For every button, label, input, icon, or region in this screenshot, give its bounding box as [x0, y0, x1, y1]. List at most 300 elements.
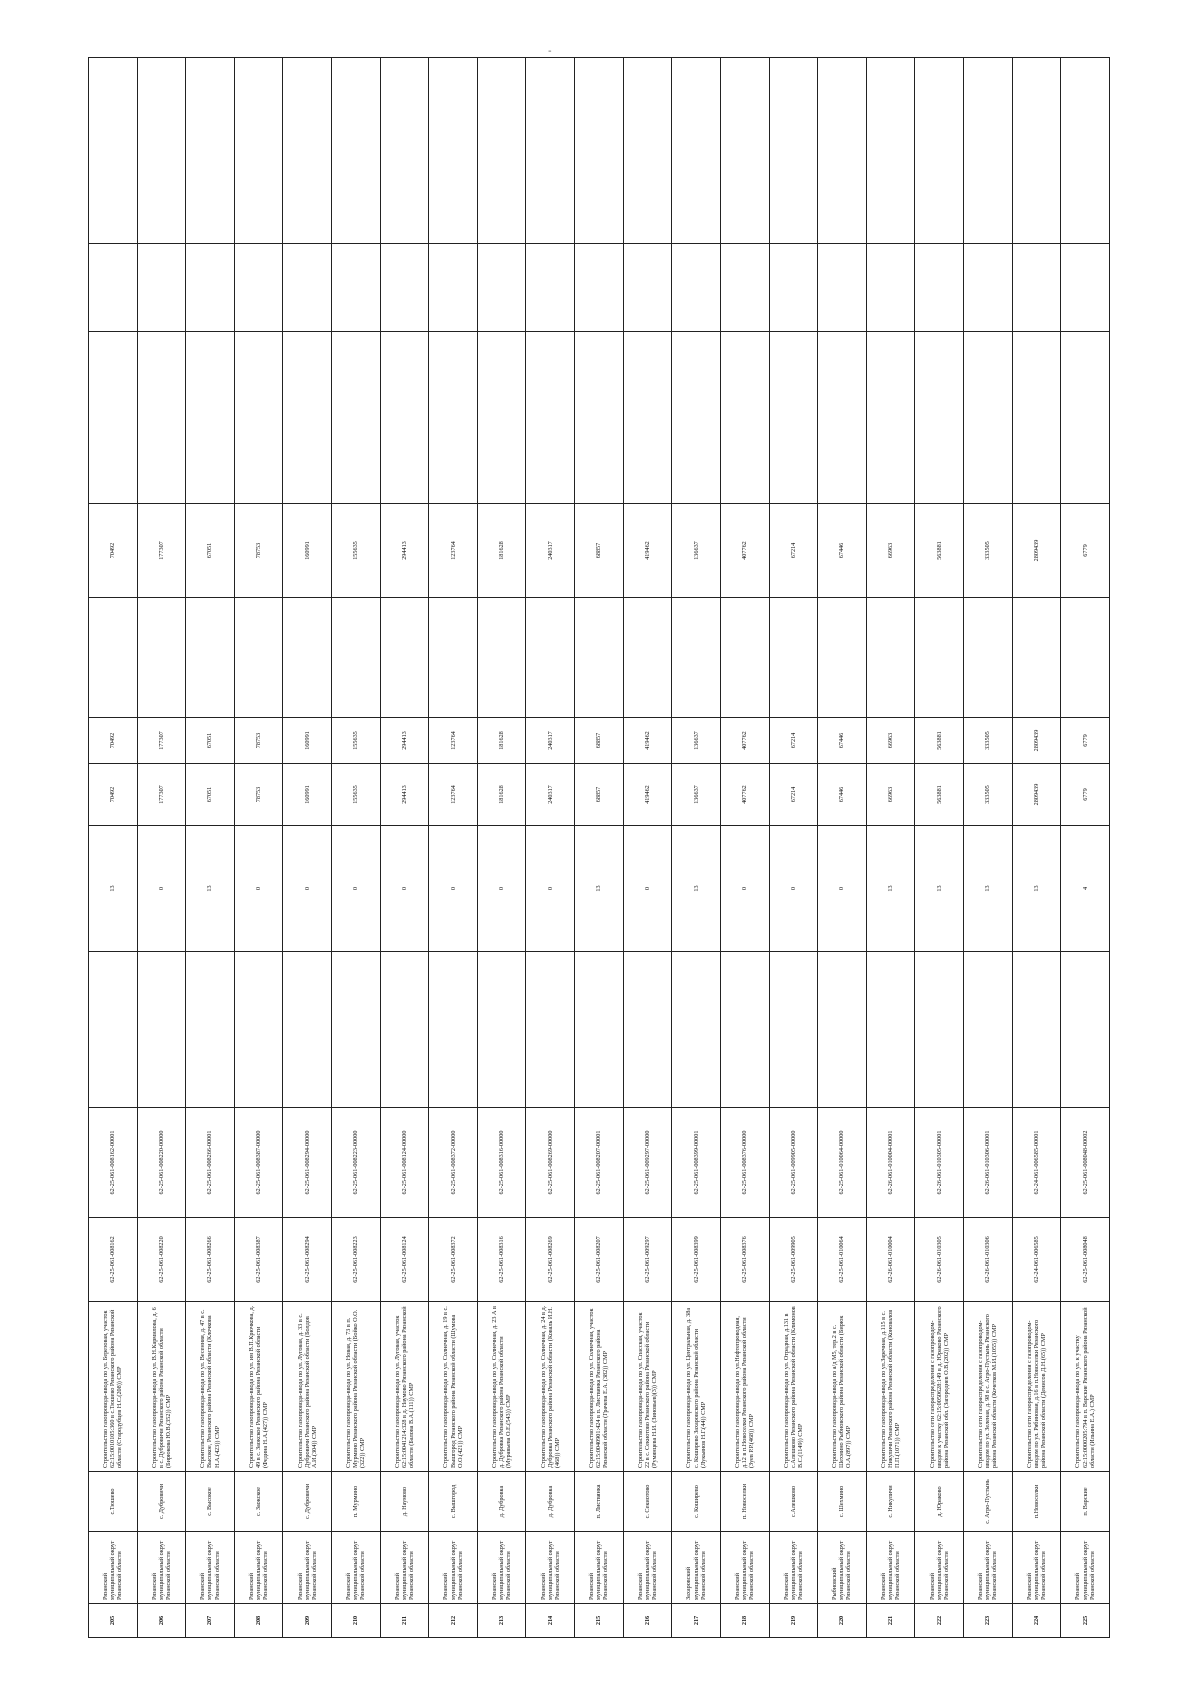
cell-cost-a: 407762	[720, 718, 769, 764]
cell-cost-total: 563881	[915, 764, 964, 826]
cell-empty	[672, 244, 721, 332]
cell-cost-total: 68857	[575, 764, 624, 826]
cell-cost-c: 177307	[137, 504, 186, 598]
cell-empty	[234, 58, 283, 244]
cell-description: Строительство газопровода-ввода по ул. им В.П.Крючкова, д. 49 в с. Заокское Рязанского района Рязанской области (Федина Н.А.(427)) СМР	[234, 1302, 283, 1472]
cell-row-number: 221	[866, 1604, 915, 1638]
cell-row-number: 224	[1012, 1604, 1061, 1638]
table-row	[623, 58, 672, 1638]
cell-empty	[234, 332, 283, 504]
cell-project-number: 62-25-061-008223-00000	[332, 1108, 381, 1218]
cell-empty	[477, 58, 526, 244]
cell-cost-c: 67051	[186, 504, 235, 598]
cell-municipality: Рязанский муниципальный округ Рязанской области	[89, 1532, 138, 1604]
cell-empty	[526, 332, 575, 504]
cell-cost-c: 123764	[429, 504, 478, 598]
cell-empty	[818, 244, 867, 332]
cell-project-number: 62-25-061-008220-00000	[137, 1108, 186, 1218]
cell-description: Строительство газопровода-ввода по ул. Солнечная, д. 23 А в д. Дубровка Рязанского района Рязанской области (Муравьева О.Е.(543)) СМР	[477, 1302, 526, 1472]
cell-municipality: Рязанский муниципальный округ Рязанской области	[769, 1532, 818, 1604]
cell-cost-c: 78753	[234, 504, 283, 598]
cell-empty	[915, 952, 964, 1108]
cell-description: Строительство газопровода-ввода по ул. Солнечная, д. 24 в д. Дубровка Рязанского района Рязанской области (Коваль И.Н.(468)) СМР	[526, 1302, 575, 1472]
cell-locality: п.Новоселки	[1012, 1472, 1061, 1532]
cell-cost-total: 78753	[234, 764, 283, 826]
cell-locality: с. Заокское	[234, 1472, 283, 1532]
cell-cost-c: 2809439	[1012, 504, 1061, 598]
cell-project-number: 62-25-061-008162-00001	[89, 1108, 138, 1218]
cell-cost-total: 66963	[866, 764, 915, 826]
cell-cost-b	[89, 598, 138, 718]
cell-cost-b	[963, 598, 1012, 718]
cell-order-number: 62-25-061-008316	[477, 1218, 526, 1302]
cell-row-number: 206	[137, 1604, 186, 1638]
cell-municipality: Рязанский муниципальный округ Рязанской области	[332, 1532, 381, 1604]
cell-power: 0	[477, 826, 526, 952]
cell-description: Строительство газопровода-ввода по ул. Луговая, д. 33 в с. Дубровичи Рязанского района Рязанской области (Болдов А.И.(304)) СМР	[283, 1302, 332, 1472]
cell-row-number: 209	[283, 1604, 332, 1638]
cell-cost-c: 136637	[672, 504, 721, 598]
cell-cost-c: 67446	[818, 504, 867, 598]
cell-empty	[915, 244, 964, 332]
cell-row-number: 211	[380, 1604, 429, 1638]
cell-order-number: 62-25-061-008207	[575, 1218, 624, 1302]
cell-order-number: 62-25-061-008124	[380, 1218, 429, 1302]
cell-cost-c: 240317	[526, 504, 575, 598]
cell-description: Строительство сети газораспределения с газопроводом-вводом по ул. Зеленая, д. 98 в с. Агро-Пустынь Рязанского района Рязанской области (Кочетков М.И.(1055)) СМР	[963, 1302, 1012, 1472]
cell-empty	[866, 952, 915, 1108]
cell-order-number: 62-26-061-010004	[866, 1218, 915, 1302]
table-body	[89, 58, 1110, 1638]
table-row	[283, 58, 332, 1638]
cell-cost-a: 563881	[915, 718, 964, 764]
cell-cost-a: 2809439	[1012, 718, 1061, 764]
cell-project-number: 62-25-061-008372-00000	[429, 1108, 478, 1218]
cell-municipality: Рязанский муниципальный округ Рязанской области	[720, 1532, 769, 1604]
cell-municipality: Рязанский муниципальный округ Рязанской области	[429, 1532, 478, 1604]
cell-cost-total: 67051	[186, 764, 235, 826]
cell-municipality: Рязанский муниципальный округ Рязанской области	[623, 1532, 672, 1604]
cell-municipality: Рязанский муниципальный округ Рязанской области	[380, 1532, 429, 1604]
cell-empty	[575, 332, 624, 504]
cell-cost-total: 67214	[769, 764, 818, 826]
cell-empty	[1012, 332, 1061, 504]
cell-empty	[963, 952, 1012, 1108]
cell-empty	[283, 332, 332, 504]
cell-empty	[89, 58, 138, 244]
cell-power: 0	[234, 826, 283, 952]
cell-empty	[1061, 244, 1110, 332]
table-row	[818, 58, 867, 1638]
cell-empty	[234, 244, 283, 332]
cell-empty	[137, 332, 186, 504]
cell-empty	[429, 244, 478, 332]
cell-cost-b	[769, 598, 818, 718]
cell-empty	[720, 952, 769, 1108]
cell-project-number: 62-25-061-008294-00000	[283, 1108, 332, 1218]
cell-empty	[963, 58, 1012, 244]
cell-empty	[332, 952, 381, 1108]
cell-empty	[769, 332, 818, 504]
cell-power: 0	[720, 826, 769, 952]
cell-power: 0	[137, 826, 186, 952]
cell-empty	[283, 58, 332, 244]
table-row	[720, 58, 769, 1638]
cell-cost-b	[332, 598, 381, 718]
cell-power: 13	[866, 826, 915, 952]
cell-empty	[623, 58, 672, 244]
cell-cost-total: 70492	[89, 764, 138, 826]
cell-cost-c: 160991	[283, 504, 332, 598]
cell-cost-b	[575, 598, 624, 718]
cell-municipality: Рязанский муниципальный округ Рязанской области	[915, 1532, 964, 1604]
cell-power: 0	[380, 826, 429, 952]
cell-cost-b	[283, 598, 332, 718]
cell-empty	[818, 332, 867, 504]
cell-cost-total: 177307	[137, 764, 186, 826]
cell-cost-b	[186, 598, 235, 718]
cell-power: 13	[186, 826, 235, 952]
table-row	[672, 58, 721, 1638]
cell-municipality: Рязанский муниципальный округ Рязанской области	[477, 1532, 526, 1604]
cell-order-number: 62-25-061-008162	[89, 1218, 138, 1302]
cell-empty	[623, 244, 672, 332]
cell-cost-total: 155635	[332, 764, 381, 826]
cell-cost-b	[1061, 598, 1110, 718]
cell-empty	[89, 952, 138, 1108]
cell-order-number: 62-25-061-008220	[137, 1218, 186, 1302]
table-row	[89, 58, 138, 1638]
cell-empty	[818, 58, 867, 244]
cell-cost-c: 70492	[89, 504, 138, 598]
cell-cost-c: 6779	[1061, 504, 1110, 598]
cell-cost-b	[623, 598, 672, 718]
cell-order-number: 62-25-061-008269	[526, 1218, 575, 1302]
cell-empty	[720, 244, 769, 332]
cell-empty	[380, 244, 429, 332]
table-row	[575, 58, 624, 1638]
cell-municipality: Рязанский муниципальный округ Рязанской области	[283, 1532, 332, 1604]
cell-cost-b	[866, 598, 915, 718]
cell-locality: с.Тюшево	[89, 1472, 138, 1532]
cell-description: Строительство газопровода-ввода по ул. Новая, д. 73 в п. Мурмино Рязанского района Рязанской области (Бойко О.О.(322)) СМР	[332, 1302, 381, 1472]
cell-project-number: 62-25-061-008124-00000	[380, 1108, 429, 1218]
cell-cost-c: 333505	[963, 504, 1012, 598]
cell-cost-total: 67446	[818, 764, 867, 826]
cell-empty	[720, 332, 769, 504]
cell-empty	[672, 952, 721, 1108]
cell-row-number: 216	[623, 1604, 672, 1638]
cell-order-number: 62-25-061-008387	[234, 1218, 283, 1302]
cell-row-number: 223	[963, 1604, 1012, 1638]
cell-empty	[1061, 952, 1110, 1108]
cell-municipality: Рязанский муниципальный округ Рязанской области	[1012, 1532, 1061, 1604]
cell-cost-a: 419462	[623, 718, 672, 764]
cell-project-number: 62-25-061-008376-00000	[720, 1108, 769, 1218]
cell-order-number: 62-25-061-008048	[1061, 1218, 1110, 1302]
cell-cost-c: 68857	[575, 504, 624, 598]
cell-cost-c: 407762	[720, 504, 769, 598]
cell-empty	[429, 952, 478, 1108]
cell-description: Строительство газопровода-ввода по ул. Отрадная, д.131 в с.Алешково Рязанского района Рязанской области (Климонов В.С.(1149)) СМР	[769, 1302, 818, 1472]
cell-locality: д. Наумово	[380, 1472, 429, 1532]
cell-power: 0	[769, 826, 818, 952]
cell-empty	[477, 244, 526, 332]
cell-empty	[1061, 58, 1110, 244]
cell-empty	[137, 952, 186, 1108]
cell-project-number: 62-25-061-010064-00000	[818, 1108, 867, 1218]
cell-empty	[186, 952, 235, 1108]
cell-cost-total: 333505	[963, 764, 1012, 826]
cell-project-number: 62-25-061-008269-00000	[526, 1108, 575, 1218]
table-row	[963, 58, 1012, 1638]
cell-empty	[332, 332, 381, 504]
cell-empty	[915, 58, 964, 244]
cell-empty	[332, 244, 381, 332]
cell-cost-total: 123764	[429, 764, 478, 826]
cell-cost-b	[720, 598, 769, 718]
cell-project-number: 62-25-061-008316-00000	[477, 1108, 526, 1218]
cell-description: Строительство газопровода-ввода по ул. Солнечная, д. 19 в с. Вышгород Рязанского района Рязанской области (Шумова О.О.(421)) СМР	[429, 1302, 478, 1472]
cell-power: 13	[89, 826, 138, 952]
cell-locality: д. Дубровка	[526, 1472, 575, 1532]
cell-cost-a: 160991	[283, 718, 332, 764]
cell-row-number: 217	[672, 1604, 721, 1638]
cell-cost-c: 66963	[866, 504, 915, 598]
cell-cost-b	[915, 598, 964, 718]
cell-power: 0	[429, 826, 478, 952]
cell-project-number: 62-25-061-009297-00000	[623, 1108, 672, 1218]
cell-empty	[380, 332, 429, 504]
cell-order-number: 62-25-061-010064	[818, 1218, 867, 1302]
cell-cost-b	[429, 598, 478, 718]
cell-empty	[429, 58, 478, 244]
cell-cost-b	[234, 598, 283, 718]
cell-power: 13	[963, 826, 1012, 952]
cell-project-number: 62-25-061-008266-00001	[186, 1108, 235, 1218]
cell-empty	[186, 244, 235, 332]
table-row	[526, 58, 575, 1638]
cell-order-number: 62-26-061-010305	[915, 1218, 964, 1302]
cell-municipality: Рязанский муниципальный округ Рязанской области	[866, 1532, 915, 1604]
cell-row-number: 214	[526, 1604, 575, 1638]
cell-order-number: 62-24-061-006585	[1012, 1218, 1061, 1302]
cell-cost-b	[526, 598, 575, 718]
cell-cost-total: 419462	[623, 764, 672, 826]
cell-empty	[380, 58, 429, 244]
cell-municipality: Рязанский муниципальный округ Рязанской области	[526, 1532, 575, 1604]
cell-locality: с. Секиотово	[623, 1472, 672, 1532]
cell-order-number: 62-25-061-009905	[769, 1218, 818, 1302]
cell-project-number: 62-26-061-010305-00001	[915, 1108, 964, 1218]
cell-cost-total: 136637	[672, 764, 721, 826]
cell-project-number: 62-26-061-010004-00001	[866, 1108, 915, 1218]
cell-row-number: 225	[1061, 1604, 1110, 1638]
cell-empty	[672, 58, 721, 244]
cell-locality: с. Высокое	[186, 1472, 235, 1532]
cell-project-number: 62-24-061-006585-00001	[1012, 1108, 1061, 1218]
cell-row-number: 208	[234, 1604, 283, 1638]
table-row	[380, 58, 429, 1638]
cell-municipality: Захаровский муниципальный округ Рязанской области	[672, 1532, 721, 1604]
cell-empty	[89, 332, 138, 504]
table-row	[915, 58, 964, 1638]
cell-row-number: 220	[818, 1604, 867, 1638]
cell-row-number: 207	[186, 1604, 235, 1638]
cell-power: 0	[623, 826, 672, 952]
cell-power: 13	[915, 826, 964, 952]
cell-empty	[332, 58, 381, 244]
cell-order-number: 62-25-061-008376	[720, 1218, 769, 1302]
cell-row-number: 213	[477, 1604, 526, 1638]
cell-empty	[89, 244, 138, 332]
cell-description: Строительство газопровода-ввода по ул. к участку 62:15:0000205:794 в п. Варские Рязанского района Рязанской области (Ильина Е.А.) СМР	[1061, 1302, 1110, 1472]
cell-cost-b	[672, 598, 721, 718]
cell-cost-c: 155635	[332, 504, 381, 598]
cell-empty	[234, 952, 283, 1108]
cell-power: 0	[332, 826, 381, 952]
cell-locality: д. Юраково	[915, 1472, 964, 1532]
cell-empty	[623, 332, 672, 504]
cell-locality: с. Коширево	[672, 1472, 721, 1532]
cell-empty	[1012, 58, 1061, 244]
table-row	[429, 58, 478, 1638]
cell-locality: с. Вышгород	[429, 1472, 478, 1532]
cell-cost-a: 67051	[186, 718, 235, 764]
cell-municipality: Рязанский муниципальный округ Рязанской области	[234, 1532, 283, 1604]
cell-project-number: 62-25-061-008399-00001	[672, 1108, 721, 1218]
cell-empty	[575, 244, 624, 332]
cell-cost-b	[1012, 598, 1061, 718]
cell-empty	[769, 58, 818, 244]
cell-locality: с. Дубровичи	[137, 1472, 186, 1532]
cell-cost-a: 294413	[380, 718, 429, 764]
cell-row-number: 210	[332, 1604, 381, 1638]
table-row	[769, 58, 818, 1638]
cell-cost-c: 563881	[915, 504, 964, 598]
cell-project-number: 62-26-061-010306-00001	[963, 1108, 1012, 1218]
cell-order-number: 62-25-061-009297	[623, 1218, 672, 1302]
cell-row-number: 222	[915, 1604, 964, 1638]
table-row	[866, 58, 915, 1638]
cell-description: Строительство газопровода-ввода по ул. Спасская, участок 22 в с. Секиотово Рязанского района Рязанской области (Румянцева Н.И. (Зиновьев)(3)) СМР	[623, 1302, 672, 1472]
cell-row-number: 212	[429, 1604, 478, 1638]
cell-cost-b	[380, 598, 429, 718]
cell-locality: с. Никуличи	[866, 1472, 915, 1532]
cell-locality: с.Алешково	[769, 1472, 818, 1532]
cell-project-number: 62-25-061-008048-00002	[1061, 1108, 1110, 1218]
cell-municipality: Рязанский муниципальный округ Рязанской области	[137, 1532, 186, 1604]
data-table	[88, 57, 1110, 1638]
cell-empty	[283, 244, 332, 332]
cell-empty	[963, 244, 1012, 332]
cell-power: 0	[818, 826, 867, 952]
cell-locality: д. Дубровка	[477, 1472, 526, 1532]
cell-empty	[769, 244, 818, 332]
cell-power: 13	[672, 826, 721, 952]
cell-project-number: 62-25-061-008387-00000	[234, 1108, 283, 1218]
cell-cost-a: 123764	[429, 718, 478, 764]
cell-locality: с. Шехмино	[818, 1472, 867, 1532]
cell-locality: п. Листвянка	[575, 1472, 624, 1532]
cell-empty	[769, 952, 818, 1108]
cell-row-number: 215	[575, 1604, 624, 1638]
cell-cost-a: 78753	[234, 718, 283, 764]
cell-municipality: Рязанский муниципальный округ Рязанской области	[963, 1532, 1012, 1604]
cell-project-number: 62-25-061-008207-00001	[575, 1108, 624, 1218]
cell-cost-a: 68857	[575, 718, 624, 764]
cell-cost-b	[137, 598, 186, 718]
cell-row-number: 218	[720, 1604, 769, 1638]
cell-empty	[283, 952, 332, 1108]
cell-empty	[818, 952, 867, 1108]
cell-locality: п. Мурмино	[332, 1472, 381, 1532]
table-row	[332, 58, 381, 1638]
cell-description: Строительство газопровода-ввода по ул.Заречная, д.115 в с. Никуличи Рязанского района Рязанской области (Коновалов П.П.(1071)) СМР	[866, 1302, 915, 1472]
cell-power: 0	[526, 826, 575, 952]
cell-order-number: 62-25-061-008294	[283, 1218, 332, 1302]
cell-cost-total: 160991	[283, 764, 332, 826]
cell-cost-a: 177307	[137, 718, 186, 764]
cell-empty	[672, 332, 721, 504]
cell-empty	[526, 58, 575, 244]
cell-cost-a: 70492	[89, 718, 138, 764]
cell-cost-c: 67214	[769, 504, 818, 598]
cell-empty	[575, 952, 624, 1108]
cell-description: Строительство газопровода-ввода по ул. Березовая, участок 62:15:0010105:360 в с.Тюшево Рязанского района Рязанской области (Стародубцев Н.С.(208)) СМР	[89, 1302, 138, 1472]
cell-locality: с. Агро-Пустынь	[963, 1472, 1012, 1532]
cell-empty	[137, 58, 186, 244]
cell-empty	[1012, 952, 1061, 1108]
cell-municipality: Рязанский муниципальный округ Рязанской области	[186, 1532, 235, 1604]
cell-row-number: 205	[89, 1604, 138, 1638]
cell-cost-a: 67214	[769, 718, 818, 764]
cell-cost-a: 181628	[477, 718, 526, 764]
scan-speck: -	[548, 46, 552, 57]
cell-cost-a: 67446	[818, 718, 867, 764]
cell-order-number: 62-25-061-008372	[429, 1218, 478, 1302]
cell-empty	[380, 952, 429, 1108]
cell-description: Строительство газопровода-ввода по ул. Солнечная, участок 62:15:0040901:424 в п. Листвянка Рязанского района Рязанской области (Грачева Е.А. (382)) СМР	[575, 1302, 624, 1472]
cell-empty	[526, 244, 575, 332]
rotated-table-container	[88, 58, 1110, 1638]
cell-cost-a: 6779	[1061, 718, 1110, 764]
cell-cost-a: 155635	[332, 718, 381, 764]
cell-cost-a: 240317	[526, 718, 575, 764]
cell-power: 13	[575, 826, 624, 952]
cell-description: Строительство газопровода-ввода по ул.Нефтепроводная, д.12 в п.Новоселки Рязанского района Рязанской области (Зуев Р.Р.(468)) СМР	[720, 1302, 769, 1472]
cell-empty	[137, 244, 186, 332]
cell-project-number: 62-25-061-009905-00000	[769, 1108, 818, 1218]
cell-empty	[575, 58, 624, 244]
cell-description: Строительство газопровода-ввода по ул. Центральная, д. 38а с. Коширево Захаровского района Рязанской области (Лукьянов Н.Г.(44)) СМР	[672, 1302, 721, 1472]
table-row	[1012, 58, 1061, 1638]
cell-empty	[186, 58, 235, 244]
cell-cost-total: 407762	[720, 764, 769, 826]
cell-description: Строительство газопровода-ввода по ул. В.Н.Кармилова, д. 6 в с. Дубровичи Рязанского района Рязанской области (Бирюкова Ю.В.(352)) СМР	[137, 1302, 186, 1472]
cell-order-number: 62-25-061-008266	[186, 1218, 235, 1302]
cell-order-number: 62-25-061-008223	[332, 1218, 381, 1302]
cell-empty	[526, 952, 575, 1108]
cell-empty	[720, 58, 769, 244]
table-row	[1061, 58, 1110, 1638]
cell-description: Строительство газопровода-ввода по ул. Весенняя, д. 47 в с. Высокое, Рязанского района Рязанской области (Клочкова Н.А.(423)) СМР	[186, 1302, 235, 1472]
cell-empty	[623, 952, 672, 1108]
cell-locality: п. Новоселки	[720, 1472, 769, 1532]
cell-cost-total: 2809439	[1012, 764, 1061, 826]
cell-power: 13	[1012, 826, 1061, 952]
cell-cost-a: 333505	[963, 718, 1012, 764]
